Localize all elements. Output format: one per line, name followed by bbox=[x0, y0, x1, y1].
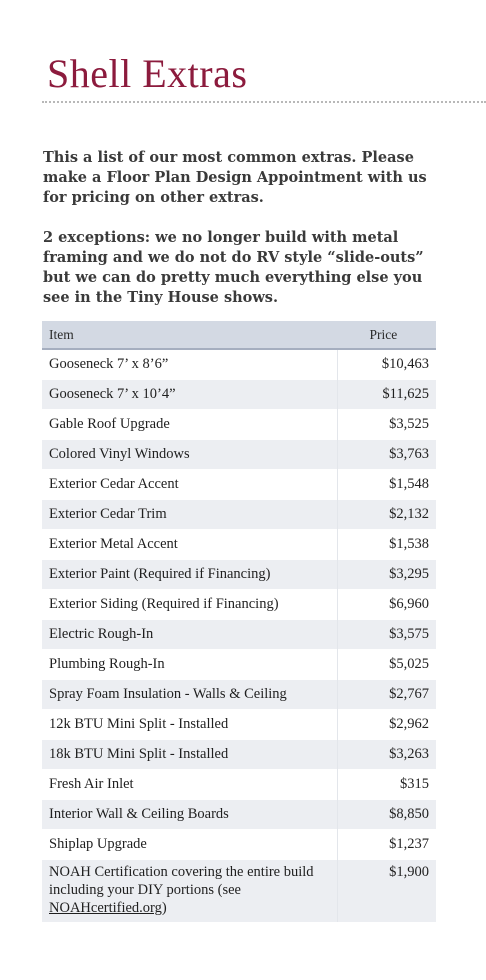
table-row bbox=[42, 770, 436, 800]
row-item-text: NOAH Certification covering the entire build including your DIY portions (see bbox=[49, 864, 314, 898]
table-row bbox=[42, 680, 436, 710]
table-row bbox=[42, 440, 436, 470]
row-item: Gable Roof Upgrade bbox=[42, 410, 338, 440]
table-row bbox=[42, 740, 436, 770]
row-price: $1,538 bbox=[338, 530, 437, 560]
table-row bbox=[42, 590, 436, 620]
row-price: $11,625 bbox=[338, 380, 437, 410]
row-item: Gooseneck 7’ x 10’4” bbox=[42, 380, 338, 410]
extras-table bbox=[42, 321, 436, 922]
table-row bbox=[42, 410, 436, 440]
row-item: Exterior Cedar Trim bbox=[42, 500, 338, 530]
table-row bbox=[42, 860, 436, 923]
row-price: $2,132 bbox=[338, 500, 437, 530]
table-row bbox=[42, 380, 436, 410]
table-body bbox=[42, 349, 436, 922]
row-item bbox=[42, 860, 338, 923]
row-item: Colored Vinyl Windows bbox=[42, 440, 338, 470]
row-item: Exterior Metal Accent bbox=[42, 530, 338, 560]
table-row bbox=[42, 710, 436, 740]
row-price: $3,525 bbox=[338, 410, 437, 440]
row-price: $6,960 bbox=[338, 590, 437, 620]
table-row bbox=[42, 560, 436, 590]
row-price: $2,767 bbox=[338, 680, 437, 710]
noah-certified-link[interactable]: NOAHcertified.org bbox=[49, 900, 162, 916]
row-item: Exterior Siding (Required if Financing) bbox=[42, 590, 338, 620]
table-row bbox=[42, 620, 436, 650]
table-row bbox=[42, 800, 436, 830]
table-row bbox=[42, 830, 436, 860]
table-header-row bbox=[42, 321, 436, 349]
row-price: $3,263 bbox=[338, 740, 437, 770]
row-price: $3,575 bbox=[338, 620, 437, 650]
table-row bbox=[42, 470, 436, 500]
row-price: $1,900 bbox=[338, 860, 437, 923]
row-item: Exterior Paint (Required if Financing) bbox=[42, 560, 338, 590]
row-item: Fresh Air Inlet bbox=[42, 770, 338, 800]
row-price: $3,295 bbox=[338, 560, 437, 590]
row-item: Electric Rough-In bbox=[42, 620, 338, 650]
table-row bbox=[42, 650, 436, 680]
row-item: Interior Wall & Ceiling Boards bbox=[42, 800, 338, 830]
row-price: $5,025 bbox=[338, 650, 437, 680]
header-item: Item bbox=[42, 321, 338, 349]
intro-paragraph-1: This a list of our most common extras. Please make a Floor Plan Design Appointment with us for pricing on other extras. bbox=[43, 149, 427, 206]
intro-paragraph-2: 2 exceptions: we no longer build with metal framing and we do not do RV style “slide-outs” but we can do pretty much everything else you see in the Tiny House shows. bbox=[43, 229, 424, 306]
row-price: $10,463 bbox=[338, 349, 437, 380]
page-title: Shell Extras bbox=[47, 51, 248, 96]
row-price: $1,548 bbox=[338, 470, 437, 500]
table-row bbox=[42, 530, 436, 560]
table-row bbox=[42, 500, 436, 530]
table-row bbox=[42, 349, 436, 380]
row-item: Spray Foam Insulation - Walls & Ceiling bbox=[42, 680, 338, 710]
row-price: $3,763 bbox=[338, 440, 437, 470]
intro-text bbox=[43, 148, 443, 328]
row-item: Shiplap Upgrade bbox=[42, 830, 338, 860]
row-price: $8,850 bbox=[338, 800, 437, 830]
row-price: $315 bbox=[338, 770, 437, 800]
row-item: Exterior Cedar Accent bbox=[42, 470, 338, 500]
row-price: $1,237 bbox=[338, 830, 437, 860]
title-divider bbox=[42, 101, 486, 103]
header-price: Price bbox=[338, 321, 437, 349]
row-item-end: ) bbox=[161, 900, 167, 916]
row-item: Plumbing Rough-In bbox=[42, 650, 338, 680]
row-item: Gooseneck 7’ x 8’6” bbox=[42, 349, 338, 380]
row-item: 18k BTU Mini Split - Installed bbox=[42, 740, 338, 770]
row-item: 12k BTU Mini Split - Installed bbox=[42, 710, 338, 740]
row-price: $2,962 bbox=[338, 710, 437, 740]
